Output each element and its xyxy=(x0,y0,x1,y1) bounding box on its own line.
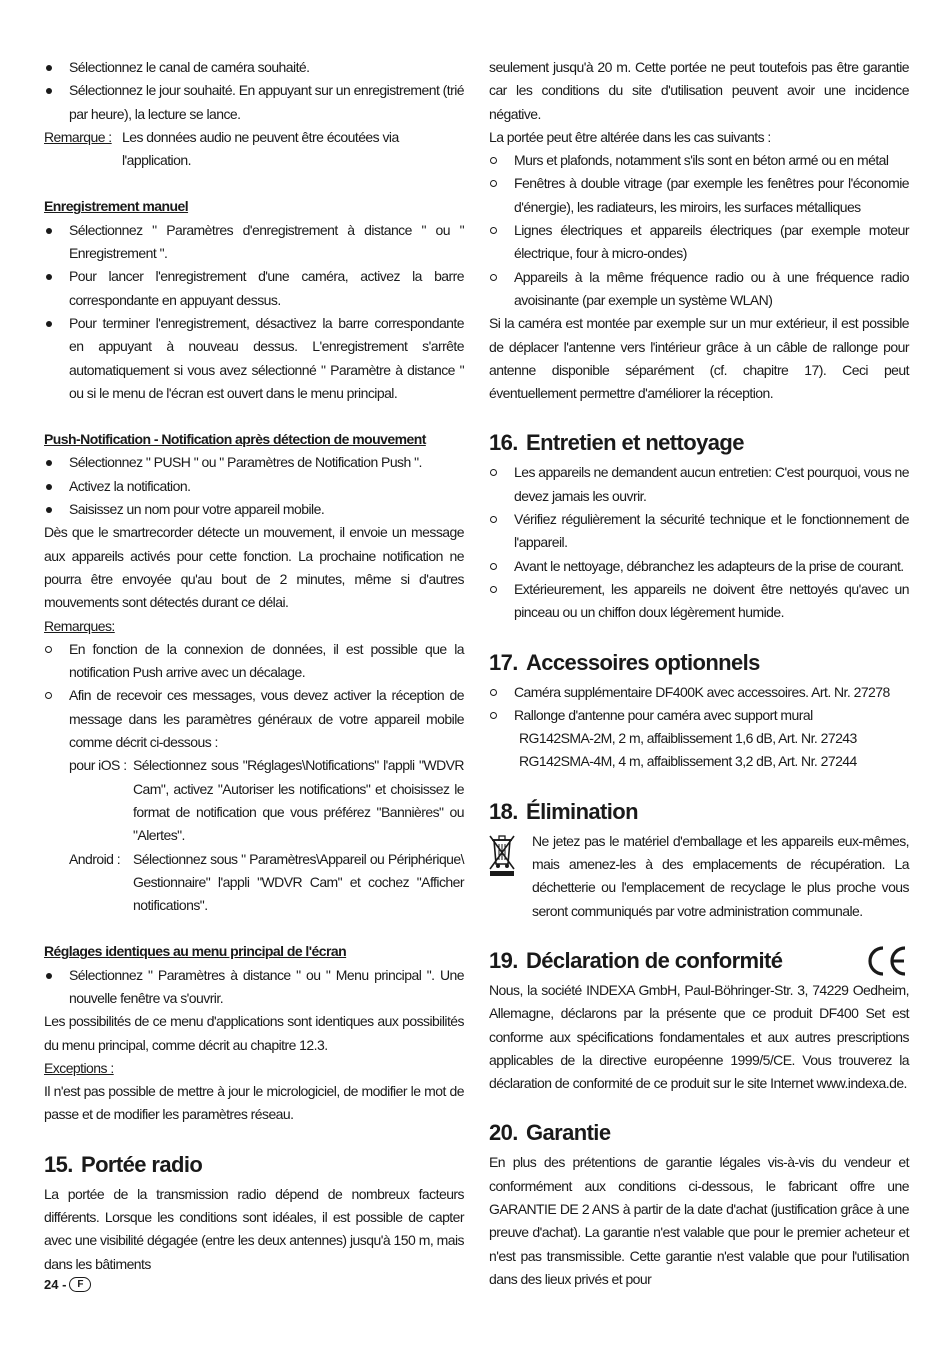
section-number: 16. xyxy=(489,430,518,456)
ios-text: Sélectionnez sous "Réglages\Notifications" l'appli "WDVR Cam", activez "Autoriser les notifications" et choisissez le format de notification que vous préférez "Bannières" ou "Alertes". xyxy=(133,757,464,844)
range-continued-paragraph: seulement jusqu'à 20 m. Cette portée ne peut toutefois pas être garantie car les conditions du site d'utilisation peuvent avoir une incidence négative. xyxy=(489,59,909,122)
section-number: 15. xyxy=(44,1151,73,1177)
list-item: Pour terminer l'enregistrement, désactivez la barre correspondante en appuyant à nouveau dessus. L'enregistrement s'arrête automatiquement si vous avez sélectionné " Paramètre à distance " ou si le menu de l'écran est ouvert dans le menu principal. xyxy=(44,312,464,405)
same-settings-paragraph: Les possibilités de ce menu d'applications sont identiques aux possibilités du menu principal, comme décrit au chapitre 12.3. xyxy=(44,1013,464,1053)
manual-recording-heading: Enregistrement manuel xyxy=(44,198,189,215)
page-footer xyxy=(44,1277,91,1292)
section-15-paragraph: La portée de la transmission radio dépend de nombreux facteurs différents. Lorsque les conditions sont idéales, il est possible de capter avec une visibilité dégagée (entre les deux antennes) jusqu'à 150 m, mais dans les bâtiments xyxy=(44,1185,464,1272)
section-title: Portée radio xyxy=(81,1151,203,1177)
conformity-paragraph: Nous, la société INDEXA GmbH, Paul-Böhringer-Str. 3, 74229 Oedheim, Allemagne, déclarons par la présente que ce produit DF400 Set est conforme aux spécifications fondamentales et aux autres prescriptions applicables de la directive européenne 1999/5/CE. Vous trouverez la déclaration de conformité de ce produit sur le site Internet www.indexa.de. xyxy=(489,981,909,1092)
remark-label: Remarque : xyxy=(44,128,112,145)
same-settings-heading: Réglages identiques au menu principal de l'écran xyxy=(44,943,347,960)
android-label: Android : xyxy=(69,850,121,867)
list-item: Sélectionnez " Paramètres à distance " ou " Menu principal ". Une nouvelle fenêtre va s'ouvrir. xyxy=(44,964,464,1011)
section-16-heading xyxy=(489,429,909,457)
section-title: Élimination xyxy=(526,798,638,824)
same-settings-list xyxy=(44,964,464,1011)
push-notification-heading: Push-Notification - Notification après détection de mouvement xyxy=(44,431,426,448)
disposal-paragraph: Ne jetez pas le matériel d'emballage et les appareils eux-mêmes, mais amenez-les à des emplacements de récupération. La déchetterie ou l'emplacement de recyclage le plus proche vous seront communiqués par votre administration communale. xyxy=(532,832,909,919)
page-number: 24 - xyxy=(44,1277,67,1292)
ce-mark-icon xyxy=(865,945,909,977)
remarks-label: Remarques: xyxy=(44,617,115,634)
range-factors-list xyxy=(489,149,909,312)
accessory-line: RG142SMA-4M, 4 m, affaiblissement 3,2 dB, Art. Nr. 27244 xyxy=(519,753,857,770)
language-badge: F xyxy=(69,1277,91,1292)
exceptions-text: Il n'est pas possible de mettre à jour le micrologiciel, de modifier le mot de passe et de modifier les paramètres réseau. xyxy=(44,1083,464,1123)
weee-crossed-bin-icon xyxy=(489,830,532,923)
list-item: Murs et plafonds, notamment s'ils sont en béton armé ou en métal xyxy=(489,149,909,172)
list-item: Activez la notification. xyxy=(44,475,464,498)
list-item: Vérifiez régulièrement la sécurité technique et le fonctionnement de l'appareil. xyxy=(489,508,909,555)
section-20-heading xyxy=(489,1119,909,1147)
left-column xyxy=(44,56,464,1276)
section-15-heading xyxy=(44,1151,464,1179)
list-item: Lignes électriques et appareils électriques (par exemple moteur électrique, four à micro-ondes) xyxy=(489,219,909,266)
section-title: Entretien et nettoyage xyxy=(526,430,744,456)
accessory-line: RG142SMA-2M, 2 m, affaiblissement 1,6 dB, Art. Nr. 27243 xyxy=(519,730,857,747)
antenna-paragraph: Si la caméra est montée par exemple sur un mur extérieur, il est possible de déplacer l'antenne vers l'intérieur grâce à un câble de rallonge pour antenne disponible séparément (cf. chapitre 17). Ceci peut éventuellement permettre d'améliorer la réception. xyxy=(489,315,909,402)
list-item: Sélectionnez " PUSH " ou " Paramètres de Notification Push ". xyxy=(44,451,464,474)
list-item: Sélectionnez le jour souhaité. En appuyant sur un enregistrement (trié par heure), la lecture se lance. xyxy=(44,79,464,126)
list-item: Sélectionnez " Paramètres d'enregistrement à distance " ou " Enregistrement ". xyxy=(44,219,464,266)
right-column xyxy=(489,56,909,1291)
maintenance-list xyxy=(489,461,909,624)
remark xyxy=(44,126,464,173)
ios-instructions xyxy=(44,754,464,847)
ios-label: pour iOS : xyxy=(69,757,127,774)
list-item: Appareils à la même fréquence radio ou à une fréquence radio avoisinante (par exemple un système WLAN) xyxy=(489,266,909,313)
push-paragraph: Dès que le smartrecorder détecte un mouvement, il envoie un message aux appareils activés pour cette fonction. La prochaine notification ne pourra être envoyée qu'au bout de 2 minutes, même si d'autres mouvements sont détectés durant ce délai. xyxy=(44,524,464,611)
list-item: Caméra supplémentaire DF400K avec accessoires. Art. Nr. 27278 xyxy=(489,681,909,704)
list-item: En fonction de la connexion de données, il est possible que la notification Push arrive avec un décalage. xyxy=(44,638,464,685)
list-item: Saisissez un nom pour votre appareil mobile. xyxy=(44,498,464,521)
disposal-block xyxy=(489,830,909,923)
remark-text: Les données audio ne peuvent être écoutées via l'application. xyxy=(122,128,399,169)
top-bullet-list xyxy=(44,56,464,126)
section-title: Accessoires optionnels xyxy=(526,649,760,675)
section-number: 19. xyxy=(489,947,518,973)
warranty-paragraph: En plus des prétentions de garantie légales vis-à-vis du vendeur et conformément aux conditions ci-dessous, le fabricant offre une GARANTIE DE 2 ANS à partir de la date d'achat (justification grâce à une preuve d'achat). La garantie n'est valable que pour le premier acheteur et n'est pas transmissible. Cette garantie n'est valable que pour l'utilisation dans des lieux privés et pour xyxy=(489,1154,909,1287)
list-item: Extérieurement, les appareils ne doivent être nettoyés qu'avec un pinceau ou un chiffon doux légèrement humide. xyxy=(489,578,909,625)
list-item: Afin de recevoir ces messages, vous devez activer la réception de message dans les paramètres généraux de votre appareil mobile comme décrit ci-dessous : xyxy=(44,684,464,754)
list-item: Les appareils ne demandent aucun entretien: C'est pourquoi, vous ne devez jamais les ouvrir. xyxy=(489,461,909,508)
list-item: Sélectionnez le canal de caméra souhaité. xyxy=(44,56,464,79)
range-intro: La portée peut être altérée dans les cas suivants : xyxy=(489,128,771,145)
list-item: Rallonge d'antenne pour caméra avec support mural xyxy=(489,704,909,727)
manual-bullet-list xyxy=(44,219,464,405)
section-18-heading xyxy=(489,798,909,826)
section-number: 20. xyxy=(489,1120,518,1146)
android-instructions xyxy=(44,848,464,918)
section-19-heading xyxy=(489,947,782,975)
section-number: 18. xyxy=(489,798,518,824)
section-number: 17. xyxy=(489,649,518,675)
list-item: Fenêtres à double vitrage (par exemple les fenêtres pour l'économie d'énergie), les radiateurs, les miroirs, les surfaces métalliques xyxy=(489,172,909,219)
android-text: Sélectionnez sous " Paramètres\Appareil ou Périphérique\ Gestionnaire" l'appli "WDVR Cam" et cochez "Afficher notifications". xyxy=(133,850,464,914)
push-bullet-list xyxy=(44,451,464,521)
list-item: Avant le nettoyage, débranchez les adapteurs de la prise de courant. xyxy=(489,555,909,578)
list-item: Pour lancer l'enregistrement d'une caméra, activez la barre correspondante en appuyant dessus. xyxy=(44,265,464,312)
remarks-list xyxy=(44,638,464,754)
section-title: Déclaration de conformité xyxy=(526,947,783,973)
section-17-heading xyxy=(489,649,909,677)
section-19-header xyxy=(489,923,909,979)
accessories-list xyxy=(489,681,909,728)
exceptions-label: Exceptions : xyxy=(44,1059,114,1076)
section-title: Garantie xyxy=(526,1120,611,1146)
